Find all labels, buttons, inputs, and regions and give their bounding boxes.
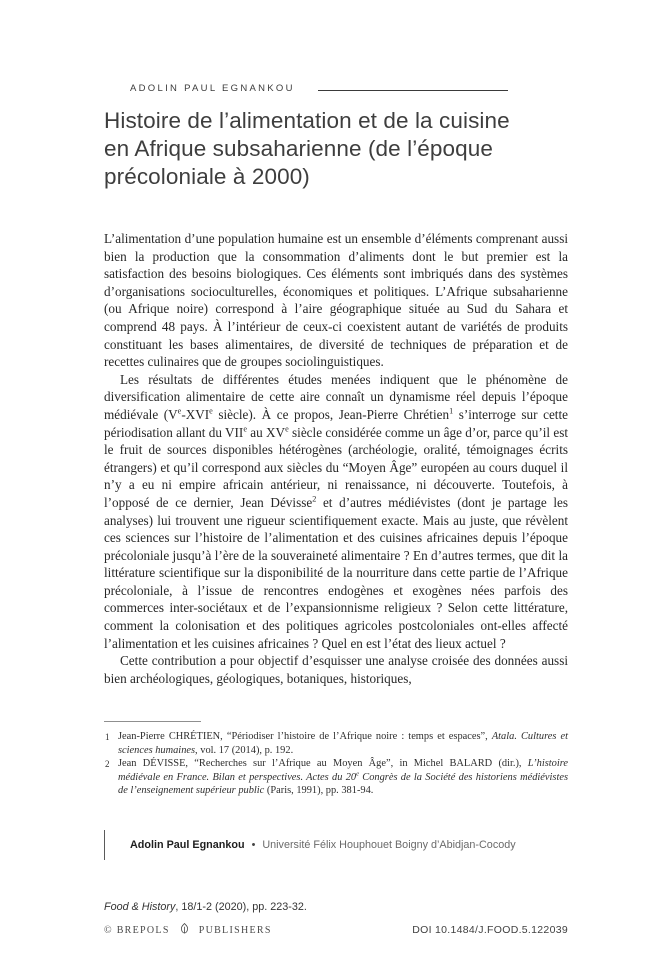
text-segment: , vol. 17 (2014), p. 192. [195,744,294,756]
text-segment: L’histoire médiévale en France. Bilan et perspectives. Actes du 20 [118,758,568,783]
publisher-line [104,923,272,937]
footnote-number: 1 [105,732,110,742]
title-line-2: en Afrique subsaharienne (de l’époque [104,136,493,161]
publisher-text: PUBLISHERS [198,924,272,936]
journal-title: Food & History [104,901,176,913]
text-segment: et d’autres médiévistes (dont je partage les analyses) lui trouvent une rigueur scientifiquement exacte. Mais au juste, que révèlent ces sciences sur l’histoire de l’alimentation et des cuisines africaines depuis l’époque précoloniale jusqu’à l’ère de la souveraineté alimentaire ? En d’autres termes, que dit la littérature scientifique sur la disponibilité de la nourriture dans cette partie de l’Afrique précoloniale, à l’issue de rencontres endogènes et exogènes nées parfois des commerces inter-sociétaux et de l’expansionnisme religieux ? Selon cette littérature, comment la colonisation et des politiques agricoles postcoloniales ont-elles affecté l’alimentation et les cuisines africaines ? Quel en est l’état des lieux actuel ? [104,494,568,651]
copyright-text: © BREPOLS [104,924,170,936]
article-title [104,107,584,191]
doi: DOI 10.1484/J.FOOD.5.122039 [412,924,568,936]
affiliation-block [104,830,568,860]
affiliation-author: Adolin Paul Egnankou [130,839,245,851]
text-segment: e [209,406,213,416]
text-segment: e [177,406,182,416]
affiliation-text [130,839,516,851]
paragraph [104,652,568,687]
text-segment: s’interroge sur cette périodisation allant du VII [104,406,568,440]
footnotes [104,730,568,798]
author-kicker: ADOLIN PAUL EGNANKOU [130,83,295,94]
text-segment: (Paris, 1991), pp. 381-94. [264,785,374,797]
affiliation-institution: Université Félix Houphouet Boigny d’Abidjan-Cocody [262,839,516,851]
text-segment: au XV [246,424,286,440]
footnote-ref-2: 2 [312,494,317,504]
text-segment: -XVI [181,406,210,422]
footnote-rule [104,721,201,722]
text-segment: Les résultats de différentes études menées indiquent que le phénomène de diversification alimentaire de cette aire connaît un dynamisme réel depuis l’époque médiévale (V [104,371,568,422]
footnote-item [104,730,568,757]
text-segment: siècle considérée comme un âge d’or, parce qu’il est le fruit de sources disponibles hétérogènes (archéologie, oralité, témoignages écrits étrangers) et qu’il correspond aux siècles du “Moyen Âge” européen au cours duquel il n’y a eu ni empire africain antérieur, ni renaissance, ni découverte. Toutefois, à l’opposé de ce dernier, Jean Dévisse [104,424,569,510]
footnote-text [118,758,568,796]
footnote-number: 2 [105,759,110,770]
title-line-1: Histoire de l’alimentation et de la cuisine [104,108,510,133]
article-body [104,230,568,687]
text-segment: L’alimentation d’une population humaine est un ensemble d’éléments comprenant aussi bien la production que la consommation d’aliments dont le but premier est la satisfaction des besoins biologiques. Ces éléments sont imbriqués dans des systèmes d’organisations socioculturelles, économiques et politiques. L’Afrique subsaharienne (ou Afrique noire) correspond à l’aire géographique située au Sud du Sahara et comprend 48 pays. À l’intérieur de ceux-ci coexistent autant de variétés de produits constituant les bases alimentaires, de diversité de techniques de préparation et de recettes culinaires que de groupes sociolinguistiques. [104,231,568,370]
text-segment: e [243,424,247,434]
text-segment: Jean-Pierre CHRÉTIEN, “Périodiser l’histoire de l’Afrique noire : temps et espaces”, [118,731,492,742]
affiliation-rule [104,830,105,860]
text-segment: Atala. Cultures et sciences humaines [118,731,568,756]
footnote-ref-1: 1 [449,406,454,416]
brepols-logo-icon [180,923,189,937]
text-segment: e [356,770,359,778]
journal-citation-rest: , 18/1-2 (2020), pp. 223-32. [175,901,307,913]
footnote-item [104,757,568,798]
text-segment: Congrès de la Société des historiens médiévistes de l’enseignement supérieur public [118,771,568,797]
text-segment: Jean DÉVISSE, “Recherches sur l’Afrique au Moyen Âge”, in Michel BALARD (dir.), [118,758,528,770]
text-segment: e [285,424,289,434]
paragraph [104,230,568,371]
affiliation-separator: • [251,839,256,851]
header-rule [318,90,508,91]
text-segment: Cette contribution a pour objectif d’esquisser une analyse croisée des données aussi bien archéologiques, géologiques, botaniques, historiques, [104,653,568,686]
title-line-3: précoloniale à 2000) [104,164,310,189]
copyright-row [104,923,568,937]
text-segment: siècle). À ce propos, Jean-Pierre Chrétien [212,406,450,422]
paragraph [104,371,568,653]
journal-citation [104,901,307,913]
footnote-text [118,731,568,756]
